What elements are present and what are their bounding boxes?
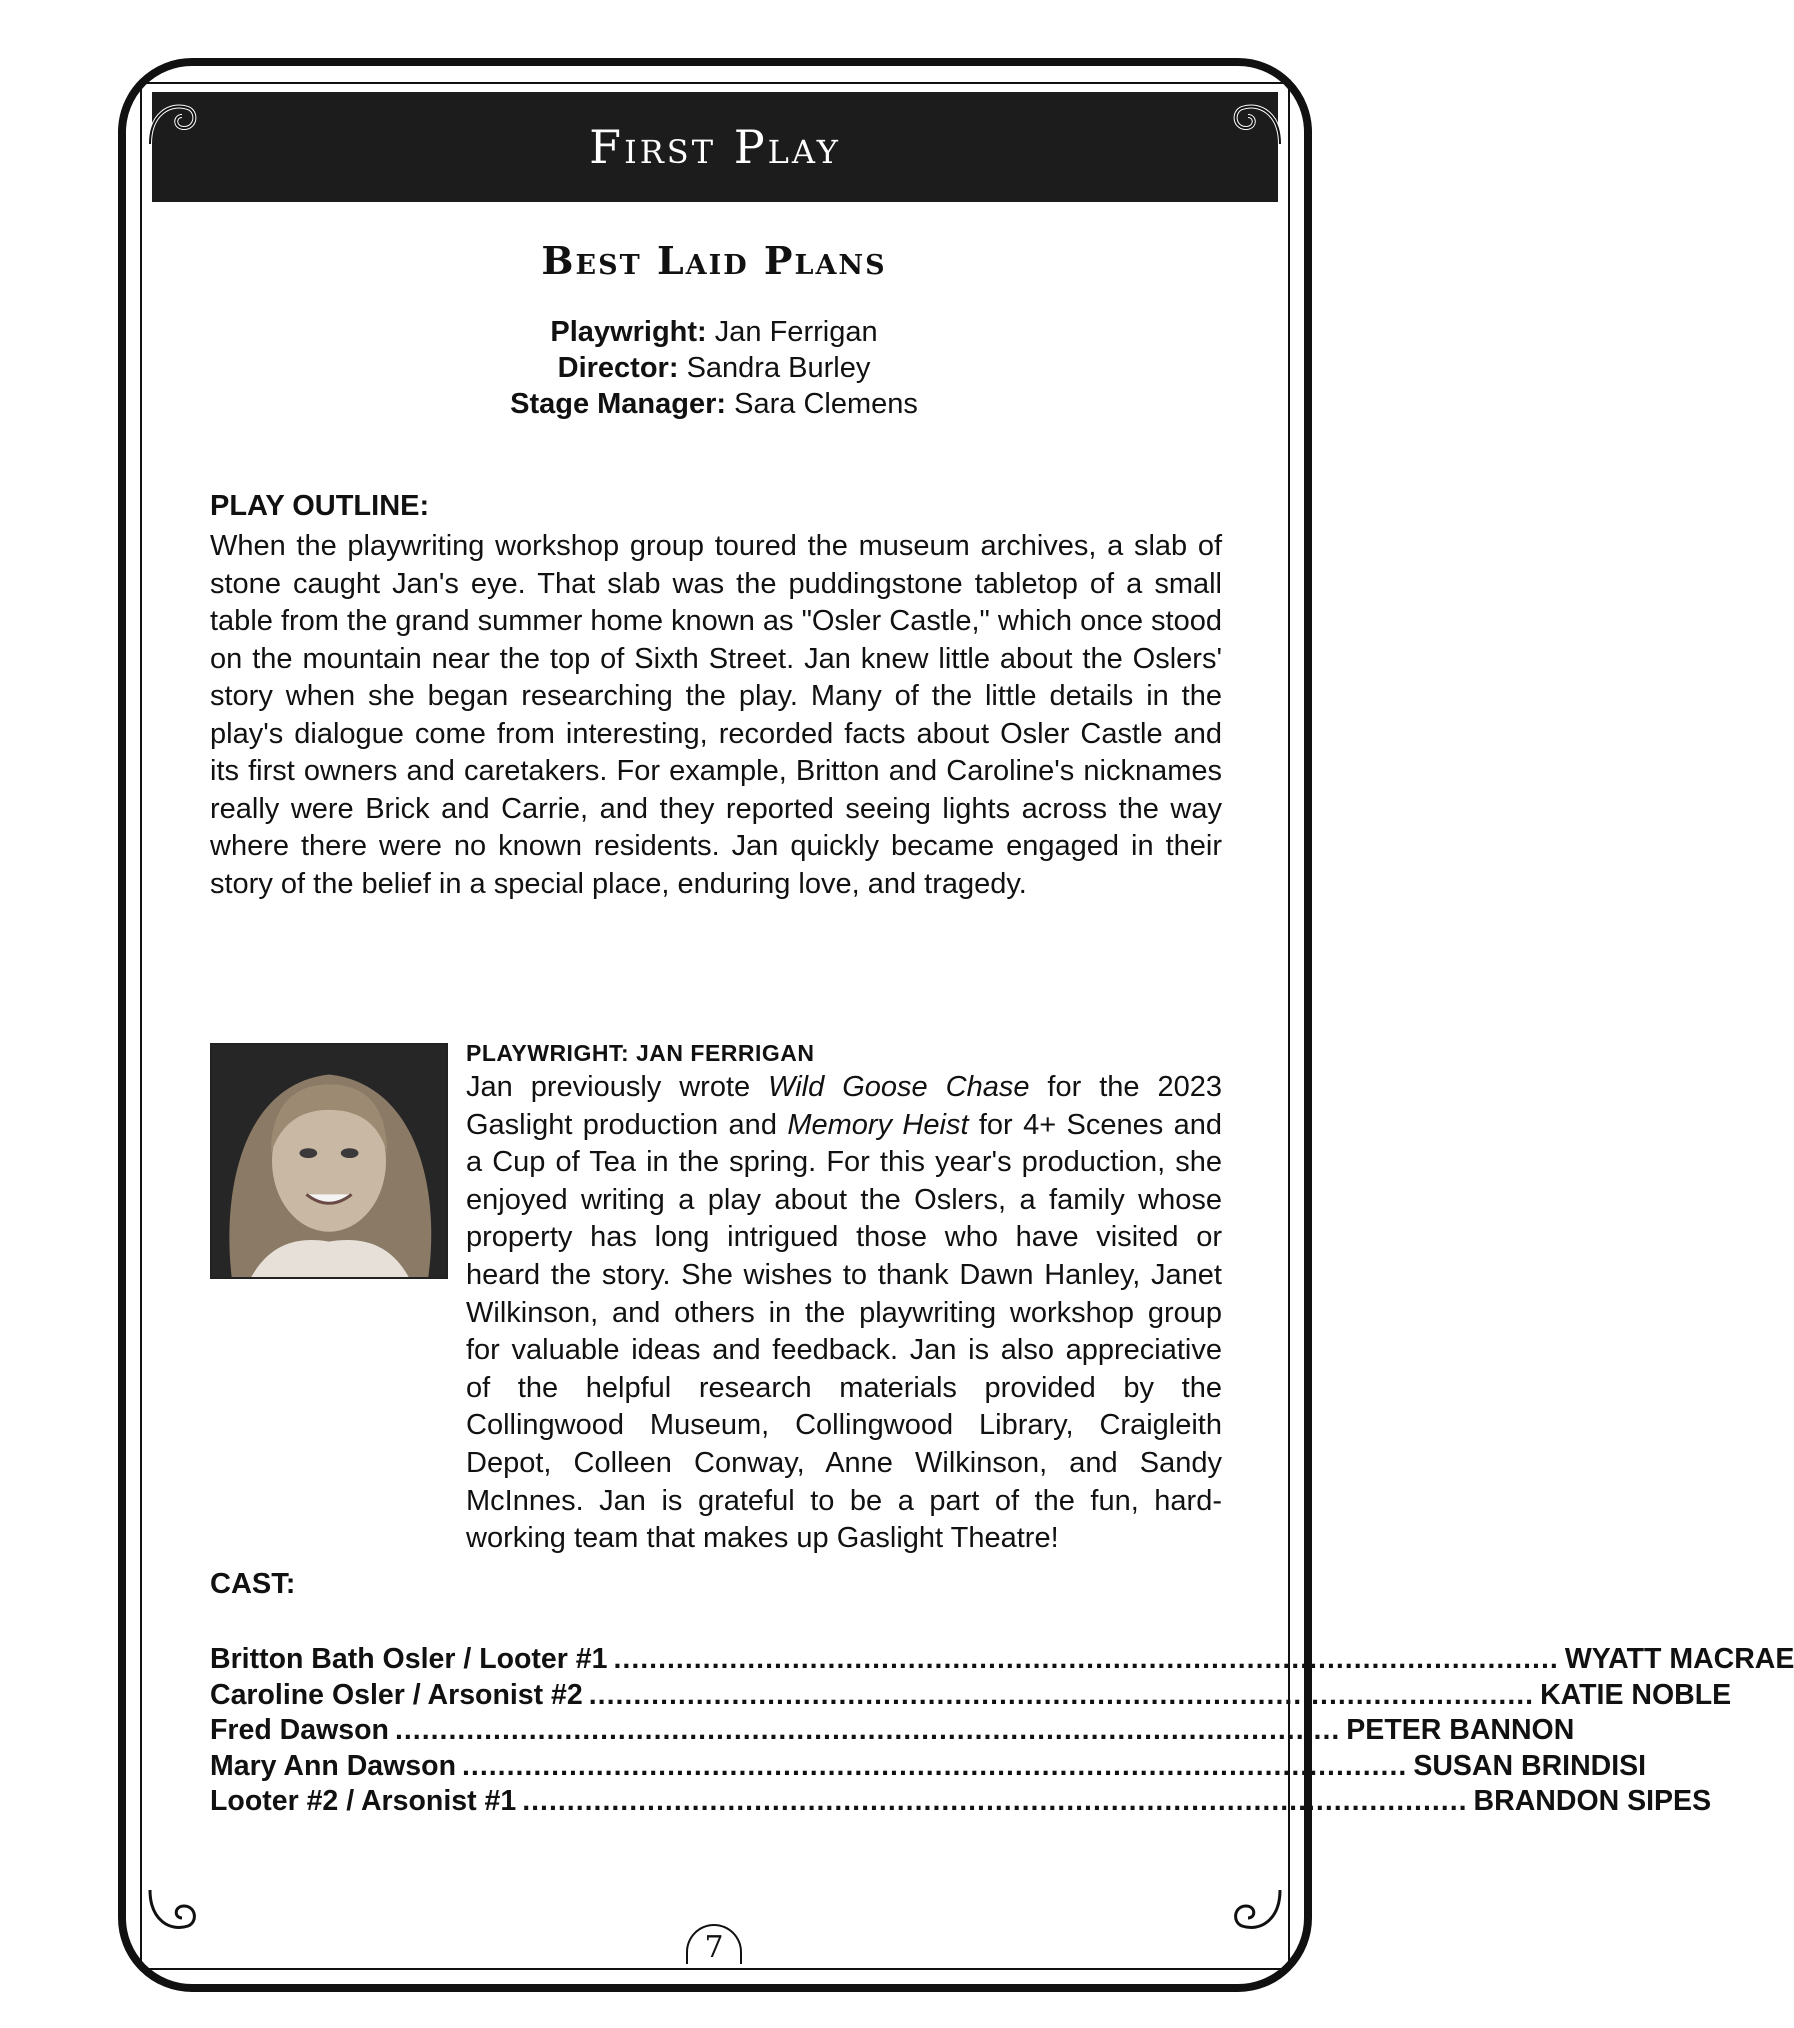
- playwright-photo: [210, 1043, 448, 1279]
- play-title-memory-heist: Memory Heist: [787, 1108, 969, 1141]
- outline-text: When the playwriting workshop group toured the museum archives, a slab of stone caught Jan's eye. That slab was the puddingstone tabletop of a small table from the grand summer home known as "Osler Castle," which once stood on the mountain near the top of Sixth Street. Jan knew little about the Oslers' story when she began researching the play. Many of the little details in the play's dialogue come from interesting, recorded facts about Osler Castle and its first owners and caretakers. For example, Britton and Caroline's nicknames really were Brick and Carrie, and they reported seeing lights across the way where there were no known residents. Jan quickly became engaged in their story of the belief in a special place, enduring love, and tragedy.: [210, 530, 1222, 900]
- cast-row: Fred Dawson .......................................................................................................... PETER BANNON: [210, 1713, 1090, 1749]
- leader-dots: ..........................................................................................................: [394, 1714, 1341, 1746]
- credit-playwright: Playwright: Jan Ferrigan: [550, 316, 878, 348]
- play-title: Best Laid Plans: [541, 238, 887, 283]
- bio-text: Jan previously wrote Wild Goose Chase for the 2023 Gaslight production and Memory Heist for 4+ Scenes and a Cup of Tea in the spring. For this year's production, she enjoyed writing a play about the Oslers, a family whose property has long intrigued those who have visited or heard the story. She wishes to thank Dawn Hanley, Janet Wilkinson, and others in the playwriting workshop group for valuable ideas and feedback. Jan is also appreciative of the helpful research materials provided by the Collingwood Museum, Collingwood Library, Craigleith Depot, Colleen Conway, Anne Wilkinson, and Sandy McInnes. Jan is grateful to be a part of the fun, hard-working team that makes up Gaslight Theatre!: [466, 1071, 1223, 1555]
- corner-scroll-ornament-top-right: [1230, 94, 1290, 154]
- play-title-wild-goose-chase: Wild Goose Chase: [768, 1071, 1030, 1103]
- cast-row: Mary Ann Dawson .......................................................................................................... SUSAN BRINDISI: [210, 1749, 1090, 1785]
- cast-row: Looter #2 / Arsonist #1 .......................................................................................................... BRANDON SIPES: [210, 1784, 1090, 1820]
- leader-dots: ..........................................................................................................: [522, 1785, 1468, 1817]
- cast-list: [210, 1642, 1794, 1820]
- section-banner: [152, 92, 1278, 202]
- section-title: First Play: [589, 120, 841, 174]
- corner-scroll-ornament-top-left: [140, 94, 200, 154]
- outline-heading: PLAY OUTLINE:: [210, 490, 430, 522]
- cast-row: Caroline Osler / Arsonist #2 .......................................................................................................... KATIE NOBLE: [210, 1678, 1090, 1714]
- leader-dots: ..........................................................................................................: [613, 1643, 1559, 1675]
- page-number: 7: [686, 1924, 742, 1964]
- corner-scroll-ornament-bottom-left: [140, 1880, 200, 1940]
- cast-row: Britton Bath Osler / Looter #1 .......................................................................................................... WYATT MACRAE: [210, 1642, 1090, 1678]
- leader-dots: ..........................................................................................................: [588, 1678, 1535, 1711]
- credit-stage-manager: Stage Manager: Sara Clemens: [510, 388, 918, 420]
- cast-heading: CAST:: [210, 1568, 296, 1600]
- bio-heading: PLAYWRIGHT: JAN FERRIGAN: [466, 1040, 815, 1066]
- leader-dots: ..........................................................................................................: [461, 1749, 1408, 1782]
- credits-block: [0, 314, 1428, 422]
- credit-director: Director: Sandra Burley: [557, 352, 871, 384]
- corner-scroll-ornament-bottom-right: [1230, 1880, 1290, 1940]
